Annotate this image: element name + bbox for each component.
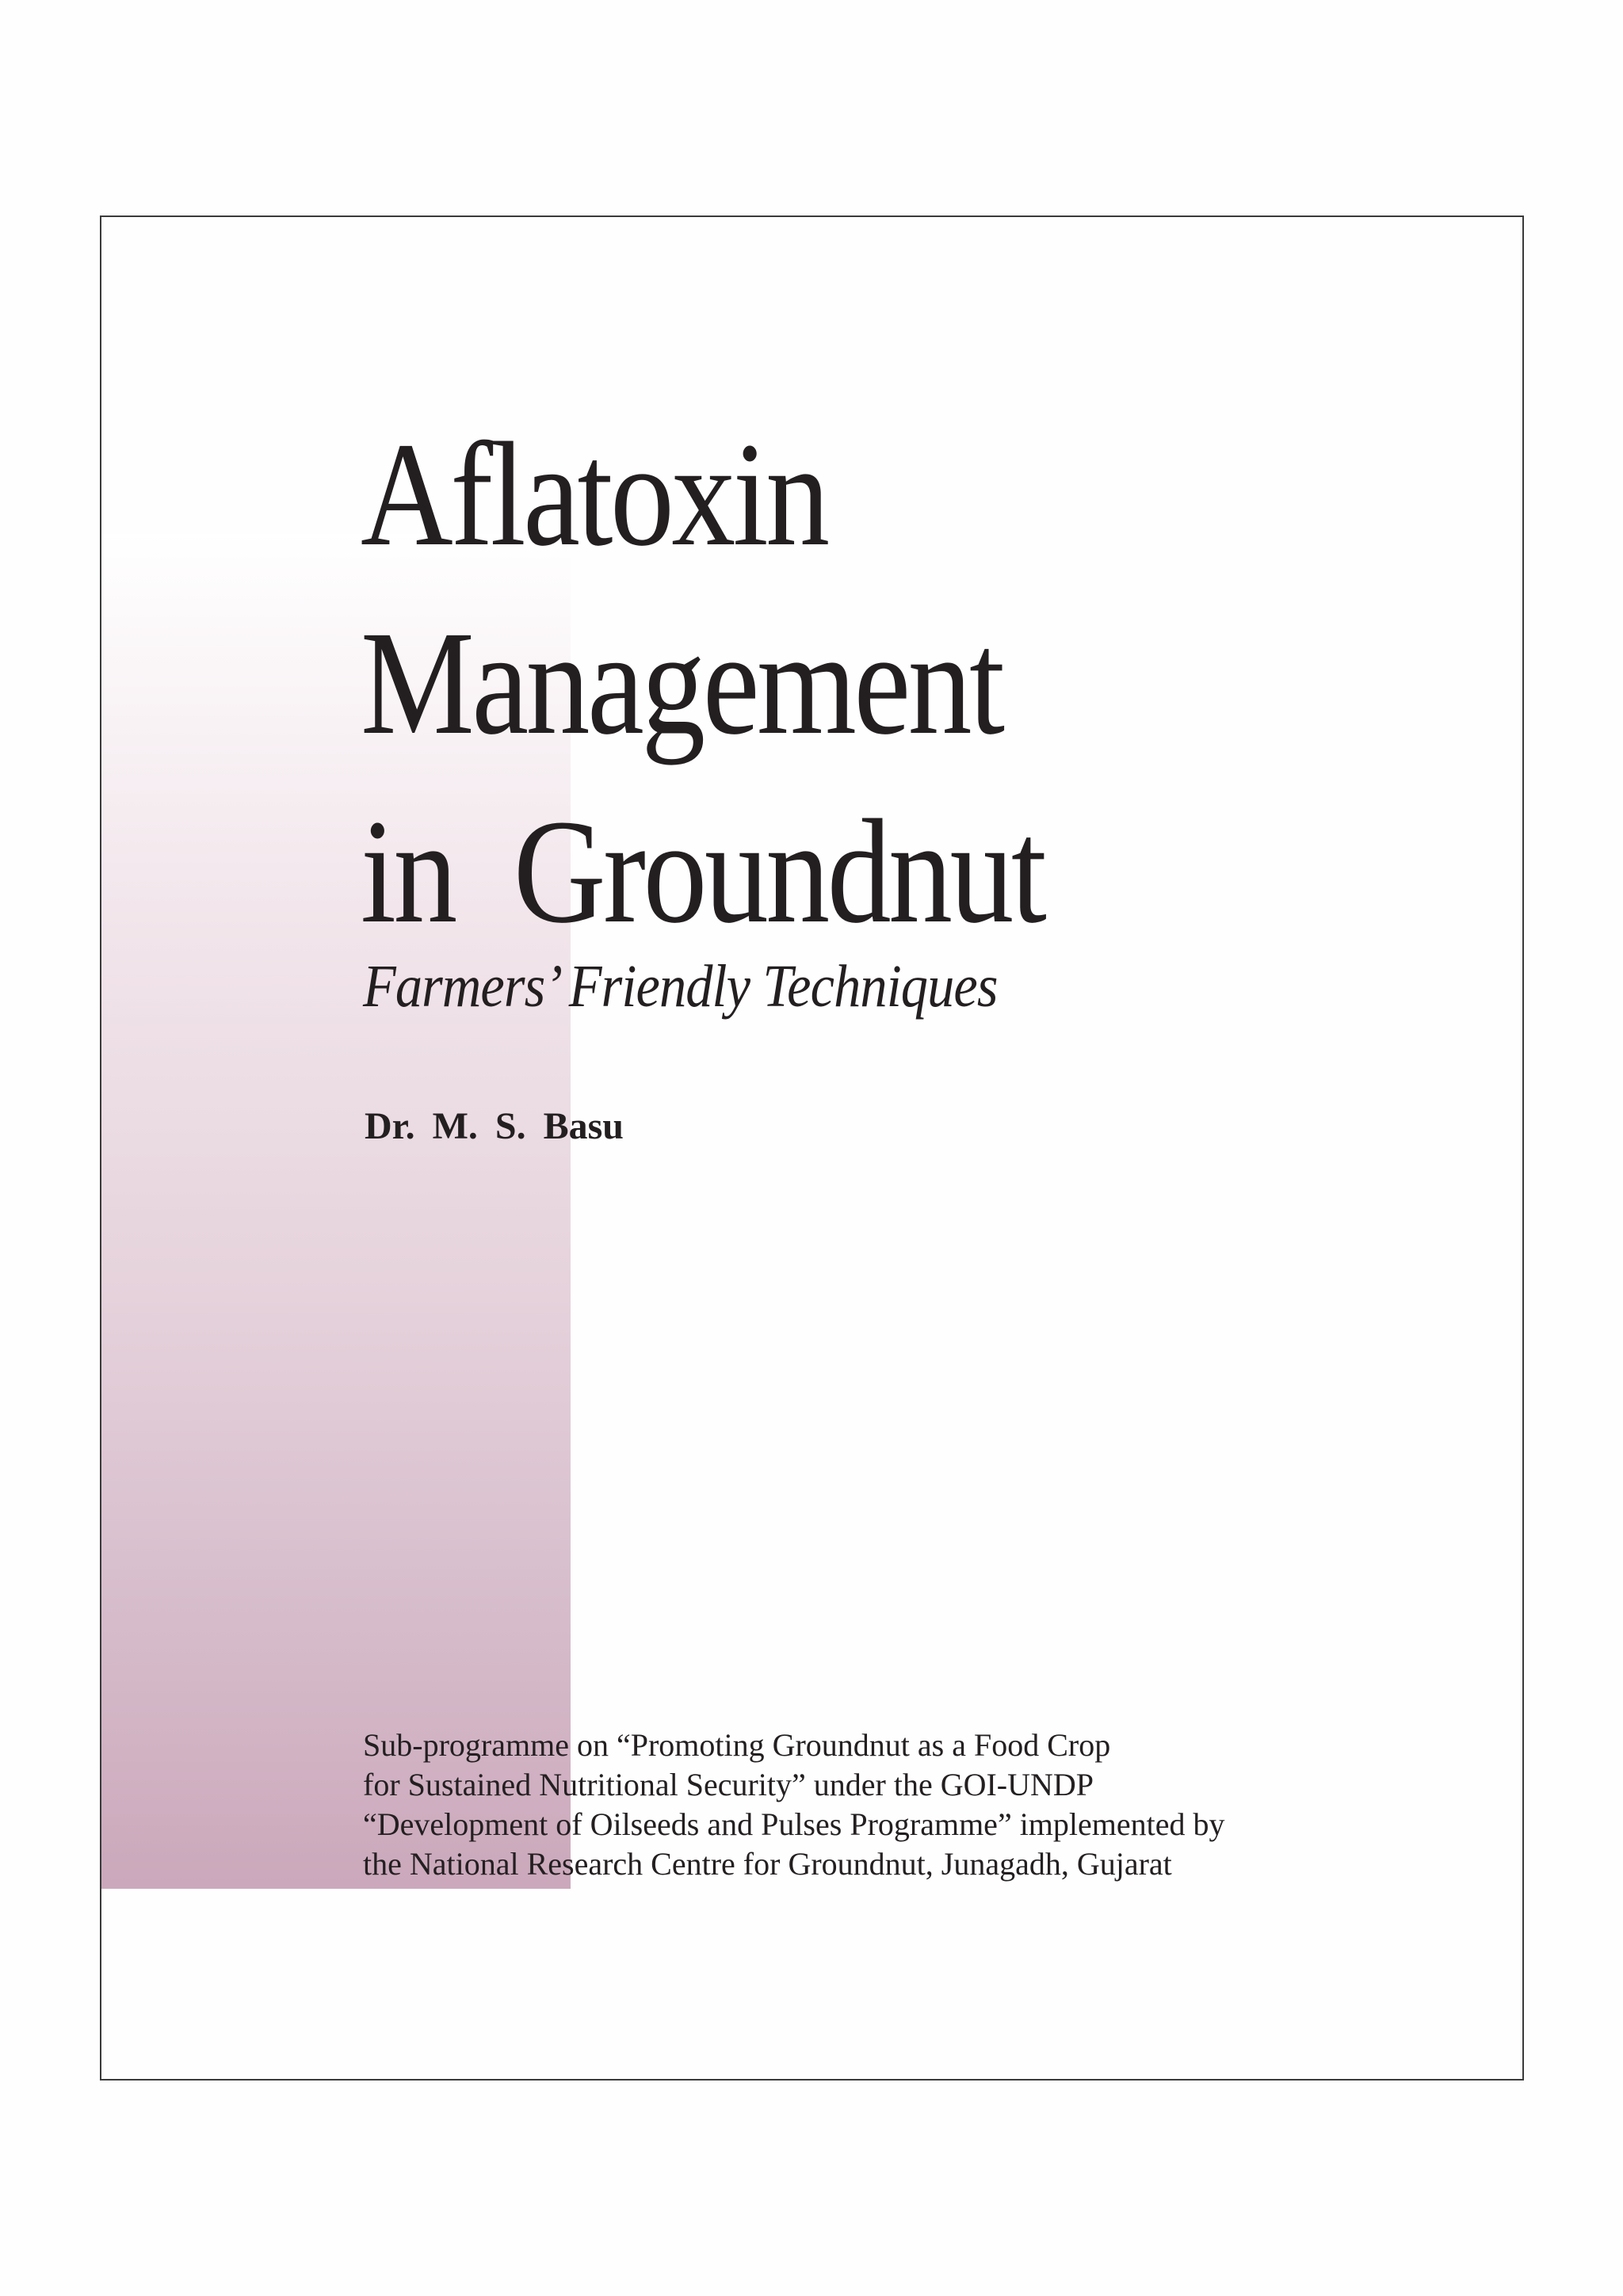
title-line-1: Aflatoxin <box>361 411 827 577</box>
programme-note-line: Sub-programme on “Promoting Groundnut as a Food Crop <box>363 1727 1111 1763</box>
cover-subtitle: Farmers’ Friendly Techniques <box>363 953 998 1020</box>
cover-title <box>361 400 1470 966</box>
programme-note-line: for Sustained Nutritional Security” under the GOI-UNDP <box>363 1767 1094 1802</box>
programme-note <box>363 1726 1393 1884</box>
programme-note-line: the National Research Centre for Groundnut, Junagadh, Gujarat <box>363 1846 1172 1882</box>
author-name: Dr. M. S. Basu <box>365 1105 624 1147</box>
programme-note-line: “Development of Oilseeds and Pulses Programme” implemented by <box>363 1806 1225 1842</box>
title-line-3: in Groundnut <box>361 788 1044 954</box>
title-line-2: Management <box>361 600 1002 765</box>
